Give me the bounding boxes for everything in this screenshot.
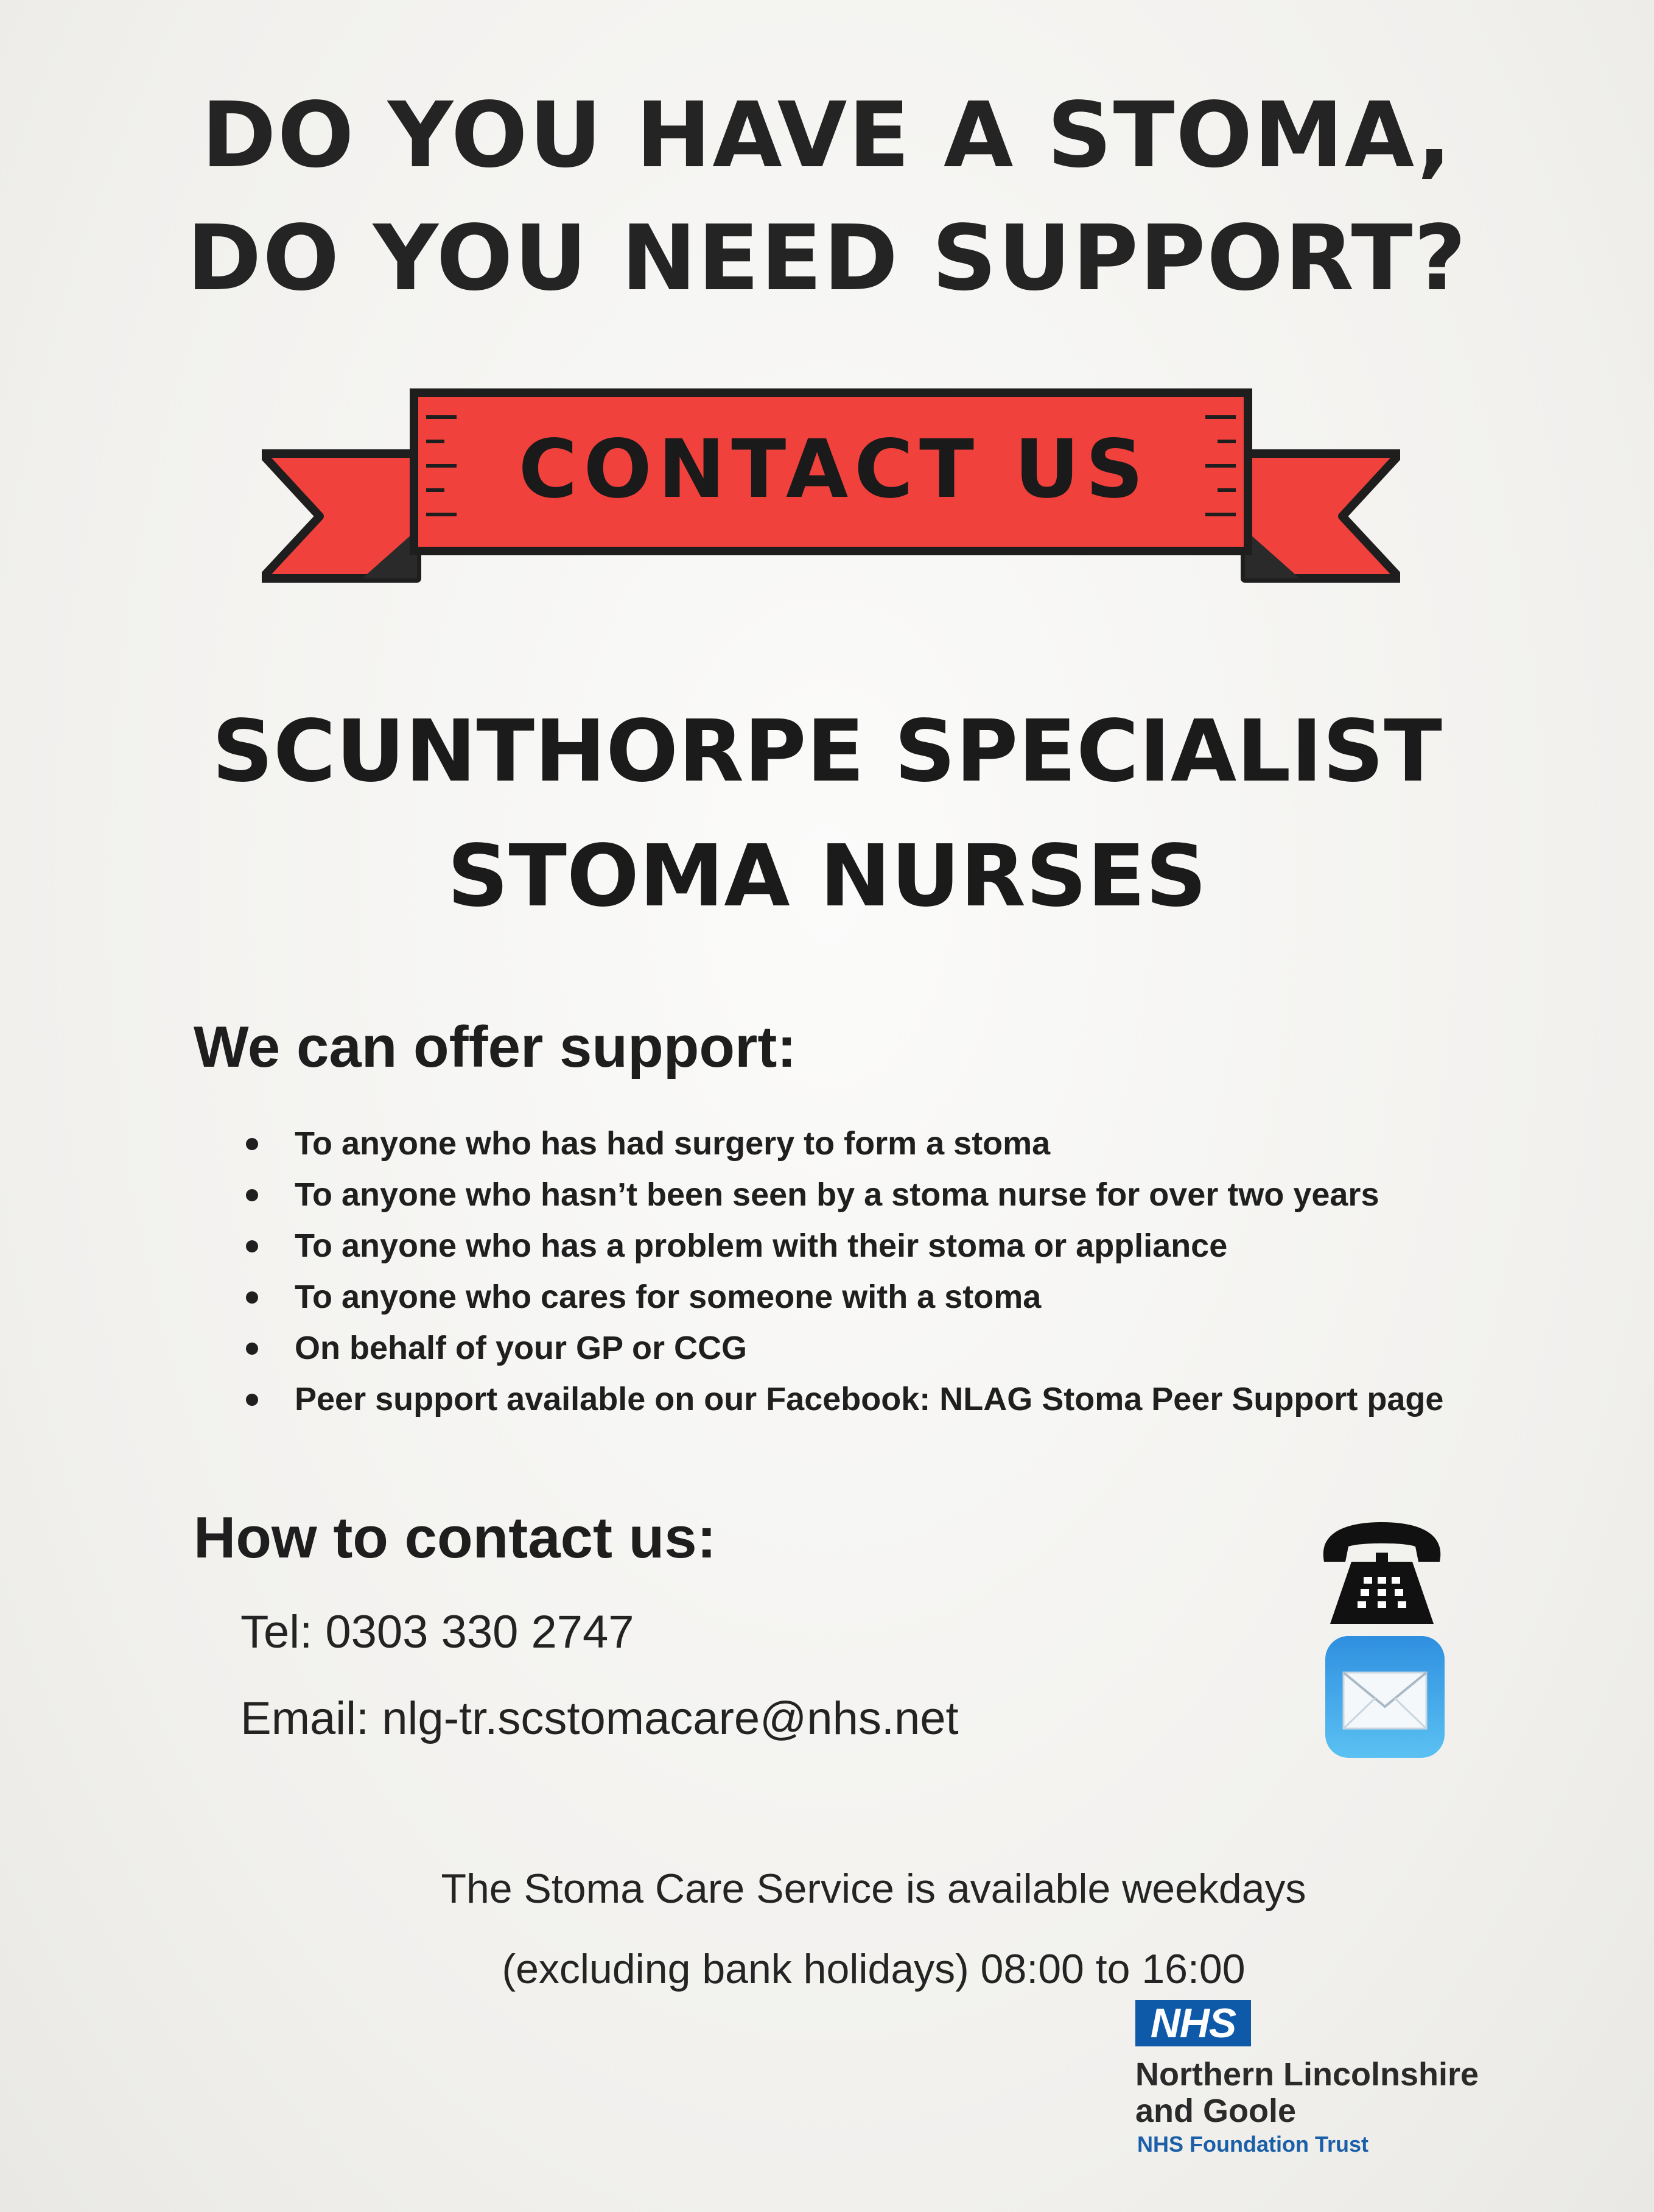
bullet-icon [246, 1138, 258, 1150]
trust-name-line-1: Northern Lincolnshire [1135, 2056, 1479, 2093]
headline-line-1: DO YOU HAVE A STOMA, [201, 83, 1453, 188]
bullet-icon [246, 1343, 258, 1355]
offer-heading: We can offer support: [194, 1014, 797, 1080]
list-item: Peer support available on our Facebook: NLAG Stoma Peer Support page [244, 1374, 1461, 1425]
team-name-line-1: SCUNTHORPE SPECIALIST [212, 702, 1442, 801]
trust-name-line-2: and Goole [1135, 2093, 1297, 2129]
contact-heading: How to contact us: [194, 1505, 717, 1570]
list-item: To anyone who cares for someone with a stoma [244, 1271, 1461, 1322]
list-item: To anyone who has a problem with their stoma or appliance [244, 1220, 1461, 1271]
contact-us-label: CONTACT US [518, 423, 1150, 516]
headline-line-2: DO YOU NEED SUPPORT? [186, 206, 1468, 311]
trust-subtitle: NHS Foundation Trust [1137, 2132, 1368, 2157]
mail-icon [1324, 1635, 1446, 1760]
nhs-logo: NHS [1135, 2000, 1251, 2046]
bullet-icon [246, 1240, 258, 1252]
telephone-number[interactable]: Tel: 0303 330 2747 [240, 1606, 634, 1658]
team-name-line-2: STOMA NURSES [447, 827, 1207, 926]
telephone-icon [1312, 1519, 1452, 1629]
list-item: On behalf of your GP or CCG [244, 1322, 1461, 1374]
email-address[interactable]: Email: nlg-tr.scstomacare@nhs.net [240, 1693, 959, 1744]
bullet-icon [246, 1189, 258, 1201]
list-item: To anyone who hasn’t been seen by a stoma nurse for over two years [244, 1169, 1461, 1220]
bullet-icon [246, 1291, 258, 1304]
list-item: To anyone who has had surgery to form a stoma [244, 1118, 1461, 1169]
service-hours-line-2: (excluding bank holidays) 08:00 to 16:00 [502, 1946, 1246, 1992]
support-list [244, 1118, 1461, 1425]
service-hours-line-1: The Stoma Care Service is available weekdays [441, 1866, 1306, 1912]
bullet-icon [246, 1394, 258, 1406]
